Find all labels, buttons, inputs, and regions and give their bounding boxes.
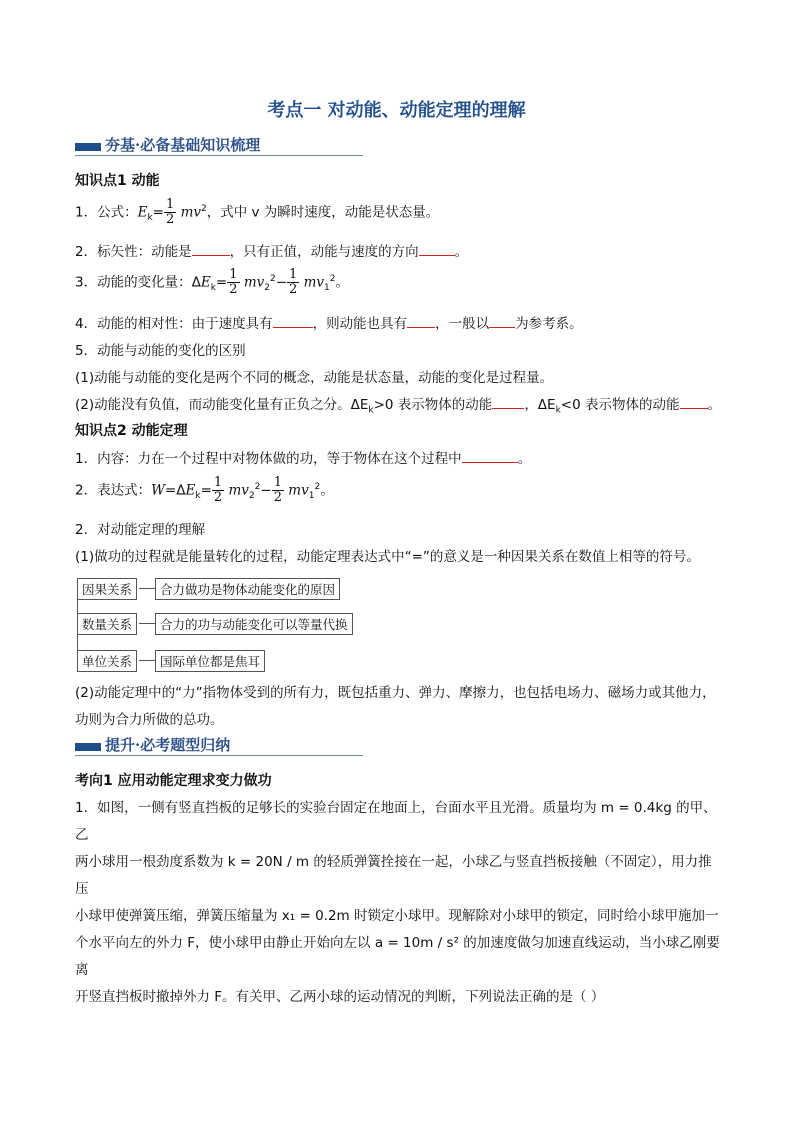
question-line: 开竖直挡板时撤掉外力 F。有关甲、乙两小球的运动情况的判断，下列说法正确的是（ ） [75, 989, 605, 1005]
text: ，ΔE [524, 397, 556, 413]
answer-blank[interactable] [419, 242, 455, 256]
text: >0 表示物体的动能 [373, 397, 493, 413]
banner-bar [75, 143, 101, 151]
text: 2．表达式： [75, 482, 152, 499]
answer-blank[interactable] [273, 314, 313, 328]
kp1-line-2 [75, 240, 468, 260]
diagram-desc-box: 合力做功是物体动能变化的原因 [155, 578, 340, 600]
diagram-connector [139, 660, 155, 661]
fraction: $\frac{1}{2}$ [229, 267, 238, 297]
banner-underline [75, 155, 363, 156]
fraction: $\frac{1}{2}$ [289, 267, 298, 297]
diagram-label-box: 数量关系 [77, 613, 137, 635]
question-line: 1．如图，一侧有竖直挡板的足够长的实验台固定在地面上，台面水平且光滑。质量均为 m = 0.4kg 的甲、乙 [75, 800, 717, 843]
banner-text: 提升·必考题型归纳 [105, 736, 231, 754]
diagram-connector [139, 623, 155, 624]
diagram-label-box: 单位关系 [77, 650, 137, 672]
diagram-connector [139, 588, 155, 589]
diagram-desc-box: 合力的功与动能变化可以等量代换 [155, 613, 353, 635]
question-line: 个水平向左的外力 F，使小球甲由静止开始向左以 a = 10m / s² 的加速度做匀加速直线运动，当小球乙刚要离 [75, 935, 720, 978]
text: ，一般以 [435, 316, 490, 332]
banner-underline [75, 755, 363, 756]
text: ，式中 v 为瞬时速度，动能是状态量。 [206, 204, 440, 221]
banner-bar [75, 743, 101, 751]
kp2-line-4: (1)做功的过程就是能量转化的过程，动能定理表达式中“=”的意义是一种因果关系在数值上相等的符号。 [75, 549, 700, 565]
kp1-line-5: 5．动能与动能的变化的区别 [75, 343, 246, 359]
text: (2)动能没有负值，而动能变化量有正负之分。ΔE [75, 397, 369, 413]
kp1-line-4 [75, 312, 583, 332]
text: 。 [517, 451, 532, 467]
kp1-line-3: 3．动能的变化量：$\Delta E_k=$ $\frac{1}{2}$ $mv_2^2-$ $\frac{1}{2}$ $mv_1^2$。 [75, 267, 350, 297]
kx1-heading: 考向1 应用动能定理求变力做功 [75, 773, 272, 789]
kp1-line-1: 1．公式：$E_k=$ $\frac{1}{2}$ $mv^2$，式中 v 为瞬时速度，动能是状态量。 [75, 197, 440, 227]
answer-blank[interactable] [680, 395, 708, 409]
page-title: 考点一 对动能、动能定理的理解 [267, 100, 526, 121]
text: ，只有正值，动能与速度的方向 [229, 244, 419, 260]
text: 。 [335, 274, 350, 291]
diagram-label-box: 因果关系 [77, 578, 137, 600]
kp2-line-2: 2．表达式：$W=\Delta E_k=$ $\frac{1}{2}$ $mv_2^2-$ $\frac{1}{2}$ $mv_1^2$。 [75, 475, 334, 505]
kp2-heading: 知识点2 动能定理 [75, 423, 188, 439]
text: <0 表示物体的动能 [560, 397, 680, 413]
kp1-line-6: (1)动能与动能的变化是两个不同的概念，动能是状态量，动能的变化是过程量。 [75, 370, 554, 386]
kp2-line-1 [75, 447, 531, 467]
section-banner-basic [75, 134, 363, 156]
question-line: 两小球用一根劲度系数为 k = 20N / m 的轻质弹簧拴接在一起，小球乙与竖直挡板接触（不固定），用力推压 [75, 854, 712, 897]
text: 2．标矢性：动能是 [75, 244, 192, 260]
text: 4．动能的相对性：由于速度具有 [75, 316, 273, 332]
answer-blank[interactable] [492, 395, 524, 409]
question-1 [75, 795, 725, 1011]
kp1-heading: 知识点1 动能 [75, 173, 160, 189]
kp2-line-3: 2．对动能定理的理解 [75, 522, 206, 538]
text: 。 [320, 482, 334, 499]
text: 1．内容：力在一个过程中对物体做的功，等于物体在这个过程中 [75, 451, 462, 467]
kp2-line-5b: 功则为合力所做的总功。 [75, 712, 224, 728]
text: 3．动能的变化量： [75, 274, 192, 291]
kp2-line-5a: (2)动能定理中的“力”指物体受到的所有力，既包括重力、弹力、摩擦力，也包括电场力、磁场力或其他力， [75, 685, 716, 701]
text: 。 [707, 397, 721, 413]
answer-blank[interactable] [192, 242, 230, 256]
fraction: $\frac{1}{2}$ [273, 475, 282, 505]
kp1-line-7: (2)动能没有负值，而动能变化量有正负之分。$\Delta E_k>0$ 表示物体的动能 ，$\Delta E_k<0$ 表示物体的动能 。 [75, 397, 721, 416]
diagram-desc-box: 国际单位都是焦耳 [155, 650, 265, 672]
question-line: 小球甲使弹簧压缩，弹簧压缩量为 x₁ = 0.2m 时锁定小球甲。现解除对小球甲的锁定，同时给小球甲施加一 [75, 908, 719, 924]
answer-blank[interactable] [489, 314, 515, 328]
banner-text: 夯基·必备基础知识梳理 [105, 136, 261, 154]
text: 为参考系。 [515, 316, 583, 332]
answer-blank[interactable] [407, 314, 435, 328]
text: 。 [454, 244, 469, 260]
answer-blank[interactable] [462, 449, 518, 463]
section-banner-advanced [75, 734, 363, 756]
fraction: $\frac{1}{2}$ [213, 475, 223, 505]
fraction: $\frac{1}{2}$ [165, 197, 175, 227]
text: ，则动能也具有 [312, 316, 408, 332]
text: 1．公式： [75, 204, 138, 221]
